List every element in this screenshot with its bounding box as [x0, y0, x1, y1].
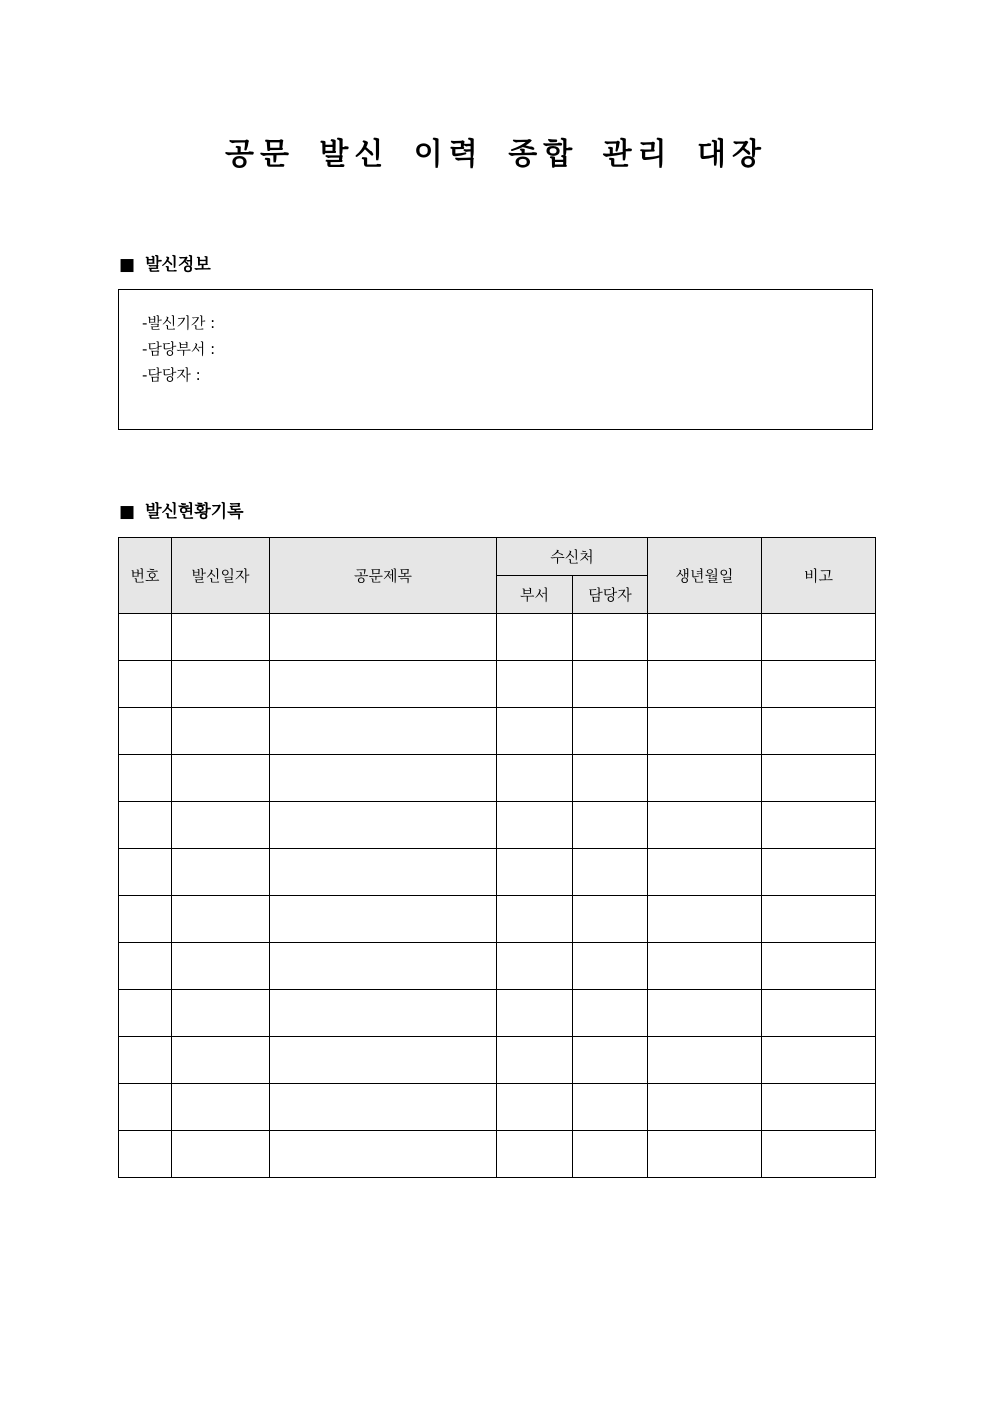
table-cell-sent-date: [172, 755, 270, 802]
table-cell-remarks: [762, 802, 876, 849]
table-cell-sent-date: [172, 614, 270, 661]
table-cell-number: [119, 755, 172, 802]
table-row: [119, 1084, 876, 1131]
table-cell-sent-date: [172, 708, 270, 755]
table-cell-birth-date: [648, 849, 762, 896]
table-cell-sent-date: [172, 849, 270, 896]
table-cell-number: [119, 802, 172, 849]
table-cell-doc-title: [270, 614, 497, 661]
table-cell-recipient-dept: [497, 1131, 573, 1178]
header-birth-date: 생년월일: [648, 538, 762, 614]
table-cell-number: [119, 943, 172, 990]
table-cell-doc-title: [270, 943, 497, 990]
table-cell-number: [119, 708, 172, 755]
table-cell-recipient-dept: [497, 661, 573, 708]
table-cell-remarks: [762, 661, 876, 708]
sender-info-box: [118, 289, 873, 430]
table-cell-number: [119, 1131, 172, 1178]
header-sent-date: 발신일자: [172, 538, 270, 614]
table-cell-remarks: [762, 990, 876, 1037]
table-cell-remarks: [762, 1037, 876, 1084]
table-cell-doc-title: [270, 990, 497, 1037]
table-cell-number: [119, 849, 172, 896]
table-cell-sent-date: [172, 661, 270, 708]
table-cell-birth-date: [648, 943, 762, 990]
table-cell-recipient-person: [573, 1084, 648, 1131]
table-cell-birth-date: [648, 1037, 762, 1084]
header-doc-title: 공문제목: [270, 538, 497, 614]
table-cell-recipient-person: [573, 1131, 648, 1178]
table-row: [119, 755, 876, 802]
table-cell-number: [119, 990, 172, 1037]
table-row: [119, 661, 876, 708]
table-cell-birth-date: [648, 1084, 762, 1131]
table-cell-birth-date: [648, 1131, 762, 1178]
table-cell-recipient-person: [573, 802, 648, 849]
table-cell-number: [119, 896, 172, 943]
table-cell-number: [119, 661, 172, 708]
header-number: 번호: [119, 538, 172, 614]
table-row: [119, 990, 876, 1037]
table-cell-recipient-person: [573, 1037, 648, 1084]
table-cell-doc-title: [270, 1131, 497, 1178]
table-cell-number: [119, 1037, 172, 1084]
table-row: [119, 708, 876, 755]
table-cell-birth-date: [648, 755, 762, 802]
section-heading-record-label: 발신현황기록: [145, 502, 244, 522]
table-cell-recipient-person: [573, 708, 648, 755]
section-heading-info: [119, 253, 211, 277]
table-cell-sent-date: [172, 943, 270, 990]
table-cell-remarks: [762, 1131, 876, 1178]
table-cell-sent-date: [172, 1131, 270, 1178]
info-line-department: -담당부서 :: [142, 340, 216, 358]
table-cell-doc-title: [270, 896, 497, 943]
table-cell-remarks: [762, 849, 876, 896]
table-cell-doc-title: [270, 708, 497, 755]
table-cell-recipient-dept: [497, 802, 573, 849]
table-cell-remarks: [762, 614, 876, 661]
table-cell-remarks: [762, 755, 876, 802]
table-cell-doc-title: [270, 661, 497, 708]
table-cell-recipient-person: [573, 943, 648, 990]
section-heading-record: [119, 500, 244, 524]
table-cell-recipient-person: [573, 990, 648, 1037]
table-row: [119, 943, 876, 990]
table-cell-remarks: [762, 1084, 876, 1131]
table-cell-sent-date: [172, 1084, 270, 1131]
table-cell-recipient-person: [573, 849, 648, 896]
table-row: [119, 1131, 876, 1178]
table-cell-recipient-dept: [497, 1037, 573, 1084]
table-cell-birth-date: [648, 990, 762, 1037]
table-cell-recipient-person: [573, 614, 648, 661]
table-cell-recipient-dept: [497, 943, 573, 990]
table-cell-recipient-dept: [497, 708, 573, 755]
table-row: [119, 802, 876, 849]
table-cell-remarks: [762, 708, 876, 755]
table-cell-recipient-dept: [497, 849, 573, 896]
table-cell-doc-title: [270, 1084, 497, 1131]
square-bullet-icon: ■: [119, 255, 136, 275]
table-cell-sent-date: [172, 990, 270, 1037]
table-cell-remarks: [762, 896, 876, 943]
table-cell-sent-date: [172, 1037, 270, 1084]
table-cell-recipient-dept: [497, 1084, 573, 1131]
table-row: [119, 1037, 876, 1084]
page-title: 공문 발신 이력 종합 관리 대장: [225, 137, 767, 172]
table-cell-recipient-person: [573, 755, 648, 802]
info-line-person: -담당자 :: [142, 366, 201, 384]
table-cell-birth-date: [648, 708, 762, 755]
table-cell-birth-date: [648, 661, 762, 708]
table-row: [119, 896, 876, 943]
table-cell-recipient-dept: [497, 614, 573, 661]
header-recipient: 수신처: [497, 538, 648, 576]
section-heading-info-label: 발신정보: [145, 255, 211, 275]
table-cell-doc-title: [270, 802, 497, 849]
header-remarks: 비고: [762, 538, 876, 614]
table-cell-birth-date: [648, 614, 762, 661]
info-line-period: -발신기간 :: [142, 314, 216, 332]
table-cell-number: [119, 614, 172, 661]
table-cell-remarks: [762, 943, 876, 990]
table-cell-recipient-dept: [497, 990, 573, 1037]
table-cell-number: [119, 1084, 172, 1131]
dispatch-record-table: [118, 537, 876, 1178]
header-recipient-dept: 부서: [497, 576, 573, 614]
header-recipient-person: 담당자: [573, 576, 648, 614]
table-cell-recipient-dept: [497, 896, 573, 943]
table-cell-birth-date: [648, 802, 762, 849]
table-cell-sent-date: [172, 896, 270, 943]
table-cell-sent-date: [172, 802, 270, 849]
table-cell-recipient-person: [573, 896, 648, 943]
table-cell-doc-title: [270, 849, 497, 896]
table-cell-recipient-person: [573, 661, 648, 708]
table-row: [119, 849, 876, 896]
table-cell-doc-title: [270, 1037, 497, 1084]
record-table-body: [119, 614, 876, 1178]
table-cell-birth-date: [648, 896, 762, 943]
table-cell-doc-title: [270, 755, 497, 802]
square-bullet-icon: ■: [119, 502, 136, 522]
table-cell-recipient-dept: [497, 755, 573, 802]
table-row: [119, 614, 876, 661]
